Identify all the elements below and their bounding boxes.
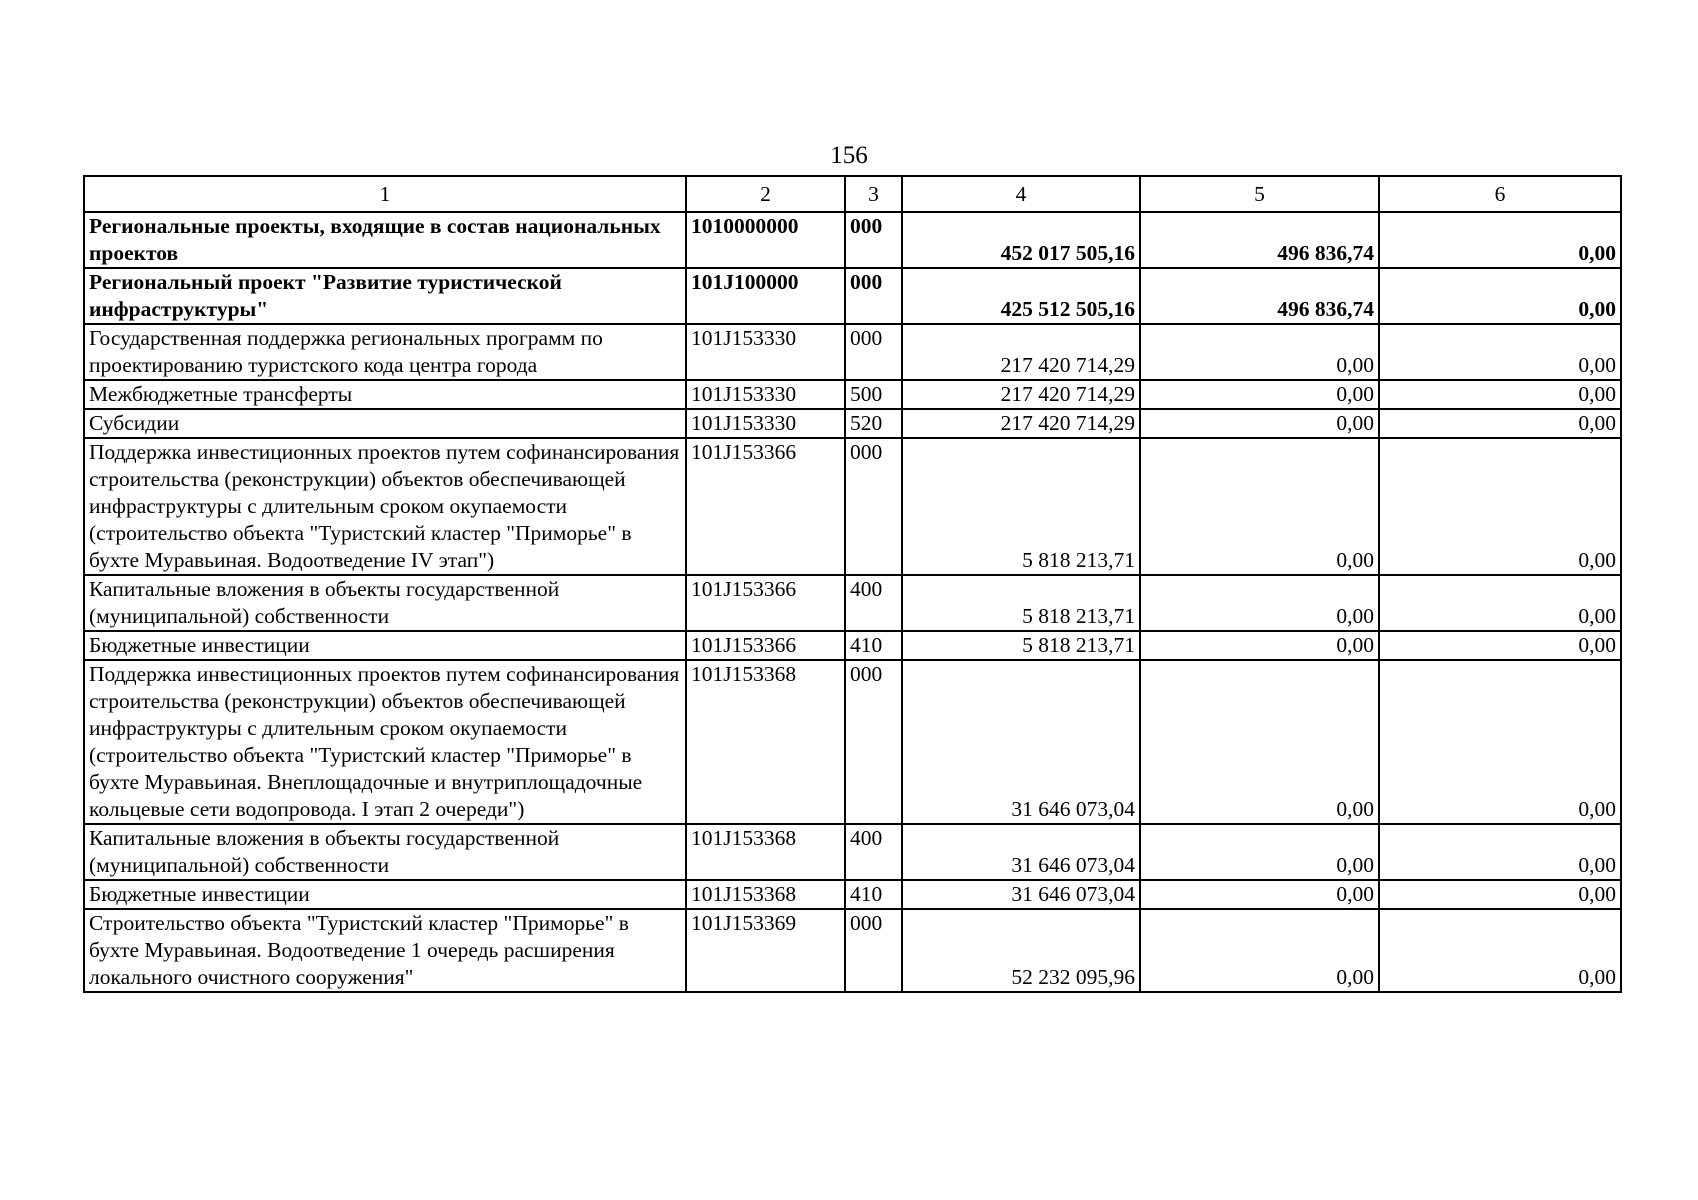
- row-name: Государственная поддержка региональных программ по проектированию туристского кода центра города: [84, 324, 686, 380]
- row-code: 1010000000: [686, 212, 845, 268]
- row-amount-6: 0,00: [1379, 909, 1621, 992]
- row-amount-5: 0,00: [1140, 438, 1379, 575]
- table-row: [84, 324, 1621, 380]
- row-amount-5: 0,00: [1140, 909, 1379, 992]
- row-amount-5: 0,00: [1140, 631, 1379, 660]
- row-amount-6: 0,00: [1379, 660, 1621, 824]
- row-amount-5: 0,00: [1140, 824, 1379, 880]
- row-name: Капитальные вложения в объекты государственной (муниципальной) собственности: [84, 575, 686, 631]
- table-row: [84, 909, 1621, 992]
- header-cell-3: 3: [845, 176, 902, 212]
- row-amount-4: 31 646 073,04: [902, 824, 1140, 880]
- row-code: 101J153366: [686, 575, 845, 631]
- row-amount-5: 0,00: [1140, 660, 1379, 824]
- row-expense-type: 000: [845, 909, 902, 992]
- row-expense-type: 410: [845, 631, 902, 660]
- row-amount-4: 217 420 714,29: [902, 380, 1140, 409]
- row-name: Поддержка инвестиционных проектов путем софинансирования строительства (реконструкции) объектов обеспечивающей инфраструктуры с длительным сроком окупаемости (строительство объекта "Туристский кластер "Приморье" в бухте Муравьиная. Внеплощадочные и внутриплощадочные кольцевые сети водопровода. I этап 2 очереди"): [84, 660, 686, 824]
- row-amount-6: 0,00: [1379, 380, 1621, 409]
- row-amount-5: 0,00: [1140, 575, 1379, 631]
- table-row: [84, 880, 1621, 909]
- header-cell-2: 2: [686, 176, 845, 212]
- row-amount-4: 217 420 714,29: [902, 324, 1140, 380]
- row-code: 101J153330: [686, 380, 845, 409]
- row-name: Региональный проект "Развитие туристической инфраструктуры": [84, 268, 686, 324]
- header-cell-6: 6: [1379, 176, 1621, 212]
- row-amount-6: 0,00: [1379, 324, 1621, 380]
- row-name: Межбюджетные трансферты: [84, 380, 686, 409]
- table-row: [84, 380, 1621, 409]
- table-row: [84, 631, 1621, 660]
- header-cell-1: 1: [84, 176, 686, 212]
- table-row: [84, 212, 1621, 268]
- budget-table: [83, 175, 1622, 993]
- row-amount-5: 0,00: [1140, 880, 1379, 909]
- row-amount-6: 0,00: [1379, 575, 1621, 631]
- row-amount-4: 452 017 505,16: [902, 212, 1140, 268]
- row-code: 101J100000: [686, 268, 845, 324]
- row-code: 101J153368: [686, 824, 845, 880]
- row-code: 101J153330: [686, 409, 845, 438]
- row-amount-4: 31 646 073,04: [902, 880, 1140, 909]
- row-amount-5: 0,00: [1140, 409, 1379, 438]
- row-name: Бюджетные инвестиции: [84, 631, 686, 660]
- header-row: [84, 176, 1621, 212]
- table-row: [84, 438, 1621, 575]
- row-expense-type: 000: [845, 660, 902, 824]
- row-name: Капитальные вложения в объекты государственной (муниципальной) собственности: [84, 824, 686, 880]
- row-code: 101J153366: [686, 631, 845, 660]
- row-amount-4: 31 646 073,04: [902, 660, 1140, 824]
- row-code: 101J153368: [686, 880, 845, 909]
- row-name: Строительство объекта "Туристский кластер "Приморье" в бухте Муравьиная. Водоотведение 1 очередь расширения локального очистного сооружения": [84, 909, 686, 992]
- row-amount-5: 496 836,74: [1140, 268, 1379, 324]
- row-code: 101J153368: [686, 660, 845, 824]
- row-amount-6: 0,00: [1379, 824, 1621, 880]
- row-name: Поддержка инвестиционных проектов путем софинансирования строительства (реконструкции) объектов обеспечивающей инфраструктуры с длительным сроком окупаемости (строительство объекта "Туристский кластер "Приморье" в бухте Муравьиная. Водоотведение IV этап"): [84, 438, 686, 575]
- row-amount-4: 5 818 213,71: [902, 575, 1140, 631]
- row-amount-4: 217 420 714,29: [902, 409, 1140, 438]
- table-row: [84, 660, 1621, 824]
- table-row: [84, 824, 1621, 880]
- row-code: 101J153369: [686, 909, 845, 992]
- row-expense-type: 410: [845, 880, 902, 909]
- row-expense-type: 000: [845, 268, 902, 324]
- table-row: [84, 575, 1621, 631]
- row-expense-type: 520: [845, 409, 902, 438]
- row-code: 101J153366: [686, 438, 845, 575]
- row-expense-type: 000: [845, 212, 902, 268]
- header-cell-5: 5: [1140, 176, 1379, 212]
- row-amount-5: 0,00: [1140, 380, 1379, 409]
- row-expense-type: 400: [845, 575, 902, 631]
- row-amount-4: 52 232 095,96: [902, 909, 1140, 992]
- row-amount-5: 496 836,74: [1140, 212, 1379, 268]
- row-name: Региональные проекты, входящие в состав национальных проектов: [84, 212, 686, 268]
- row-expense-type: 000: [845, 324, 902, 380]
- row-amount-6: 0,00: [1379, 631, 1621, 660]
- row-expense-type: 500: [845, 380, 902, 409]
- row-amount-4: 5 818 213,71: [902, 631, 1140, 660]
- table-row: [84, 268, 1621, 324]
- row-name: Бюджетные инвестиции: [84, 880, 686, 909]
- row-expense-type: 000: [845, 438, 902, 575]
- row-code: 101J153330: [686, 324, 845, 380]
- row-amount-6: 0,00: [1379, 409, 1621, 438]
- row-amount-6: 0,00: [1379, 438, 1621, 575]
- page-number: 156: [830, 142, 868, 169]
- row-name: Субсидии: [84, 409, 686, 438]
- table-row: [84, 409, 1621, 438]
- row-amount-5: 0,00: [1140, 324, 1379, 380]
- row-amount-6: 0,00: [1379, 880, 1621, 909]
- row-amount-6: 0,00: [1379, 212, 1621, 268]
- row-amount-6: 0,00: [1379, 268, 1621, 324]
- row-expense-type: 400: [845, 824, 902, 880]
- row-amount-4: 5 818 213,71: [902, 438, 1140, 575]
- row-amount-4: 425 512 505,16: [902, 268, 1140, 324]
- header-cell-4: 4: [902, 176, 1140, 212]
